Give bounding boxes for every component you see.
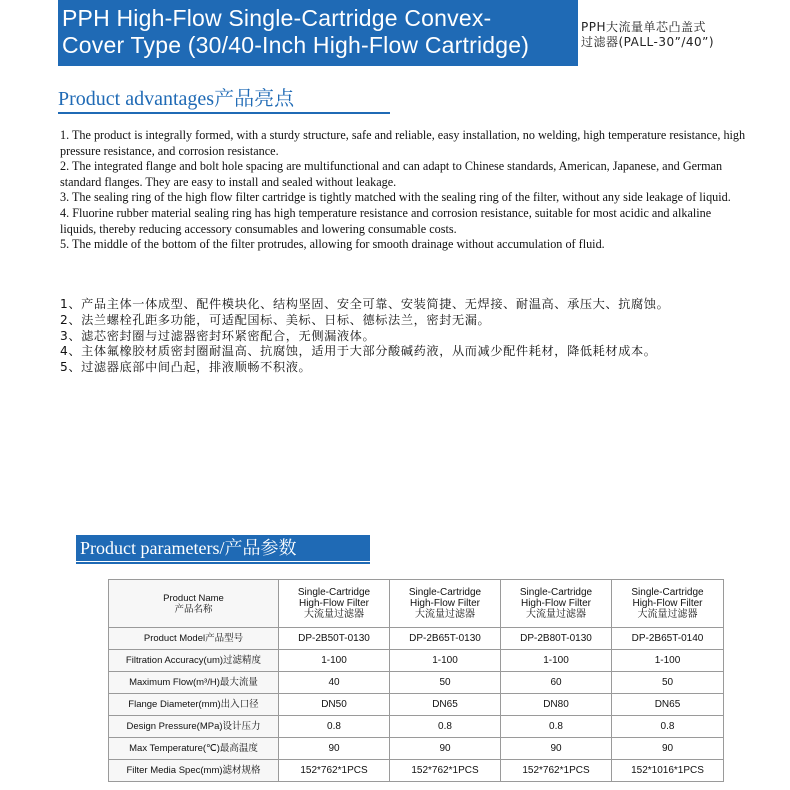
header-line: High-Flow Filter bbox=[409, 598, 480, 609]
parameters-heading-underline bbox=[76, 562, 370, 564]
table-row bbox=[109, 650, 724, 672]
title-line-1: PPH High-Flow Single-Cartridge Convex- bbox=[62, 5, 492, 31]
table-cell: 50 bbox=[612, 672, 724, 694]
header-line: Single-Cartridge bbox=[408, 587, 482, 598]
table-cell: DP-2B65T-0130 bbox=[390, 628, 501, 650]
header-line: 大流量过滤器 bbox=[526, 609, 586, 620]
table-cell: 90 bbox=[390, 738, 501, 760]
table-cell: DN65 bbox=[612, 694, 724, 716]
row-label: Maximum Flow(m³/H)最大流量 bbox=[109, 672, 279, 694]
advantage-cn-5: 5、过滤器底部中间凸起，排液顺畅不积液。 bbox=[60, 360, 312, 375]
subtitle-line-1: PPH大流量单芯凸盖式 bbox=[581, 20, 706, 34]
advantage-en-5: 5. The middle of the bottom of the filter protrudes, allowing for smooth drainage without accumulation of fluid. bbox=[60, 237, 605, 252]
table-cell: 0.8 bbox=[390, 716, 501, 738]
title-line-2: Cover Type (30/40-Inch High-Flow Cartridge) bbox=[62, 32, 530, 58]
advantages-list-en bbox=[60, 128, 750, 253]
table-cell: DN80 bbox=[501, 694, 612, 716]
advantage-cn-3: 3、滤芯密封圈与过滤器密封环紧密配合，无侧漏液体。 bbox=[60, 328, 376, 343]
table-cell: 152*762*1PCS bbox=[390, 760, 501, 782]
table-cell: DN65 bbox=[390, 694, 501, 716]
table-cell: 152*762*1PCS bbox=[501, 760, 612, 782]
row-label: Max Temperature(℃)最高温度 bbox=[109, 738, 279, 760]
header-line: High-Flow Filter bbox=[520, 598, 591, 609]
header-line: High-Flow Filter bbox=[632, 598, 703, 609]
table-cell: 50 bbox=[390, 672, 501, 694]
header-line: 大流量过滤器 bbox=[637, 609, 698, 620]
header-line: 大流量过滤器 bbox=[415, 609, 475, 620]
row-label: Filtration Accuracy(um)过滤精度 bbox=[109, 650, 279, 672]
table-cell: 0.8 bbox=[279, 716, 390, 738]
advantage-en-4: 4. Fluorine rubber material sealing ring has high temperature resistance and corrosion resistance, suitable for most acidic and alkaline liquids, thereby reducing accessory consumables and lowering consumable costs. bbox=[60, 205, 712, 236]
header-cell bbox=[279, 580, 390, 628]
advantage-cn-1: 1、产品主体一体成型、配件模块化、结构坚固、安全可靠、安装简捷、无焊接、耐温高、承压大、抗腐蚀。 bbox=[60, 297, 670, 311]
table-cell: DP-2B65T-0140 bbox=[612, 628, 724, 650]
table-cell: 60 bbox=[501, 672, 612, 694]
header-label-cell bbox=[109, 580, 279, 628]
advantage-en-2: 2. The integrated flange and bolt hole spacing are multifunctional and can adapt to Chinese standards, American, Japanese, and German standard flanges. They are easy to install and sealed without leakage. bbox=[60, 159, 723, 189]
subtitle-line-2: 过滤器(PALL-30”/40”) bbox=[581, 35, 715, 49]
table-row bbox=[109, 694, 724, 716]
advantages-list-cn bbox=[60, 297, 750, 376]
header-label-en: Product Name bbox=[163, 592, 224, 604]
table-row bbox=[109, 628, 724, 650]
table-cell: 152*762*1PCS bbox=[279, 760, 390, 782]
table-header-row bbox=[109, 580, 724, 628]
table-cell: 90 bbox=[279, 738, 390, 760]
header-line: High-Flow Filter bbox=[298, 598, 369, 609]
row-label: Flange Diameter(mm)出入口径 bbox=[109, 694, 279, 716]
row-label: Filter Media Spec(mm)滤材规格 bbox=[109, 760, 279, 782]
table-row bbox=[109, 716, 724, 738]
table-cell: 0.8 bbox=[612, 716, 724, 738]
table-cell: 90 bbox=[501, 738, 612, 760]
header-line: Single-Cartridge bbox=[297, 587, 371, 598]
table-row bbox=[109, 738, 724, 760]
chinese-subtitle bbox=[581, 20, 714, 50]
table-cell: 90 bbox=[612, 738, 724, 760]
page-title bbox=[58, 0, 578, 66]
table-cell: 0.8 bbox=[501, 716, 612, 738]
table-row bbox=[109, 760, 724, 782]
row-label: Design Pressure(MPa)设计压力 bbox=[109, 716, 279, 738]
header-line: 大流量过滤器 bbox=[304, 609, 364, 620]
table-cell: 152*1016*1PCS bbox=[612, 760, 724, 782]
header-cell bbox=[390, 580, 501, 628]
advantage-en-3: 3. The sealing ring of the high flow filter cartridge is tightly matched with the sealing ring of the filter, without any side leakage of liquid. bbox=[60, 190, 731, 205]
header-cell bbox=[501, 580, 612, 628]
header-line: Single-Cartridge bbox=[519, 587, 593, 598]
header-line: Single-Cartridge bbox=[631, 587, 704, 598]
table-cell: 1-100 bbox=[279, 650, 390, 672]
header-label-cn: 产品名称 bbox=[174, 603, 213, 615]
parameters-table bbox=[108, 579, 724, 782]
header-cell bbox=[612, 580, 724, 628]
advantages-heading: Product advantages产品亮点 bbox=[58, 86, 390, 114]
table-cell: 1-100 bbox=[390, 650, 501, 672]
row-label: Product Model产品型号 bbox=[109, 628, 279, 650]
table-cell: 1-100 bbox=[612, 650, 724, 672]
parameters-heading: Product parameters/产品参数 bbox=[76, 535, 370, 561]
table-cell: 40 bbox=[279, 672, 390, 694]
table-cell: DP-2B80T-0130 bbox=[501, 628, 612, 650]
table-cell: 1-100 bbox=[501, 650, 612, 672]
advantage-en-1: 1. The product is integrally formed, with a sturdy structure, safe and reliable, easy installation, no welding, high temperature resistance, high pressure resistance, and corrosion resistance. bbox=[60, 128, 746, 158]
table-row bbox=[109, 672, 724, 694]
advantage-cn-4: 4、主体氟橡胶材质密封圈耐温高、抗腐蚀，适用于大部分酸碱药液，从而减少配件耗材，降低耗材成本。 bbox=[60, 344, 657, 359]
table-cell: DP-2B50T-0130 bbox=[279, 628, 390, 650]
advantage-cn-2: 2、法兰螺栓孔距多功能，可适配国标、美标、日标、德标法兰，密封无漏。 bbox=[60, 312, 491, 327]
table-cell: DN50 bbox=[279, 694, 390, 716]
